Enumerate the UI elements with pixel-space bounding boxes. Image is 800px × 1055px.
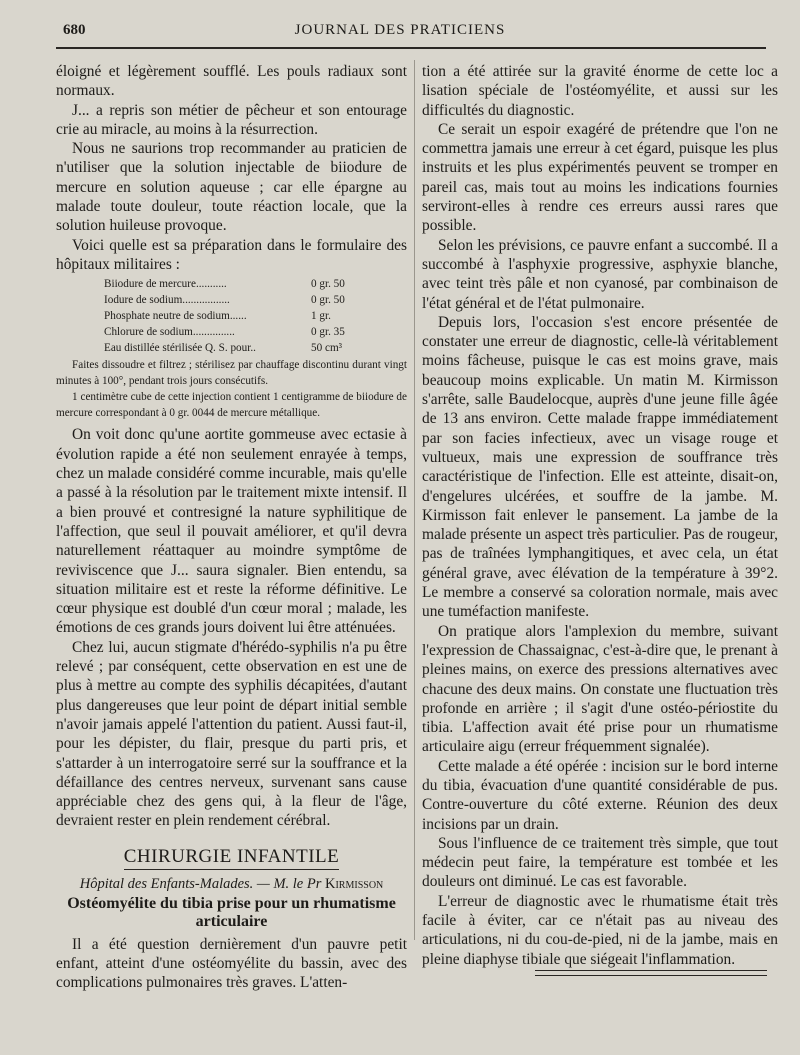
professor-name: Kirmisson xyxy=(325,875,384,892)
paragraph: Sous l'influence de ce traitement très simple, que tout médecin peut faire, la température est tombée et les douleurs ont diminué. Le cas est favorable. xyxy=(422,834,778,891)
ingredient-name: Iodure de sodium................. xyxy=(104,294,230,307)
formula-row xyxy=(104,292,407,308)
right-column xyxy=(422,62,778,969)
formula-note: 1 centimètre cube de cette injection contient 1 centigramme de biiodure de mercure correspondant à 0 gr. 0044 de mercure métallique. xyxy=(56,390,407,419)
left-column xyxy=(56,62,407,993)
formula-row xyxy=(104,308,407,324)
ingredient-name: Eau distillée stérilisée Q. S. pour.. xyxy=(104,342,256,355)
formula-row xyxy=(104,276,407,292)
hospital-text: Hôpital des Enfants-Malades. — M. le Pr xyxy=(79,875,322,892)
paragraph: On pratique alors l'amplexion du membre, suivant l'expression de Chassaignac, c'est-à-dire que, le prenant à pleines mains, on exerce des pressions alternatives avec chacune des deux mains. On constate une fluctuation très profonde en arrière ; il s'agit d'une ostéo-périostite du tibia. L'affection avait été prise pour un rhumatisme articulaire aigu (erreur fréquemment signalée). xyxy=(422,622,778,756)
ingredient-quantity: 0 gr. 50 xyxy=(311,278,345,291)
paragraph: Depuis lors, l'occasion s'est encore présentée de constater une erreur de diagnostic, celle-là véritablement moins fâcheuse, puisque le cas est moins grave, mais beaucoup moins explicable. Un matin M. Kirmisson s'arrête, salle Baudelocque, auprès d'une jeune fille âgée de 13 ans environ. Cette malade frappe immédiatement par son facies infectieux, avec un visage rouge et vultueux, mais une expression de souffrance très caractéristique de l'infection. Elle est atteinte, disait-on, d'engelures ulcérées, et souffre de la jambe. M. Kirmisson fait enlever le pansement. La jambe de la malade présente un aspect très particulier. Pas de rougeur, pas de traînées lymphangitiques, et avec cela, un état général grave, avec élévation de la température à 39°2. Le membre a conservé sa coloration normale, mais avec une tuméfaction manifeste. xyxy=(422,313,778,621)
running-title: JOURNAL DES PRATICIENS xyxy=(294,22,506,38)
article-end-rule xyxy=(535,970,767,976)
paragraph: On voit donc qu'une aortite gommeuse avec ectasie à évolution rapide a été non seulement enrayée à temps, chez un malade considéré comme incurable, mais qu'elle a passé à la résolution par le traitement mixte intensif. Il a bien prouvé et contresigné la nature syphilitique de l'affection, que seul il pouvait améliorer, et qu'il devra naturellement réattaquer au moindre symptôme de reviviscence que J... saura signaler. Bien entendu, sa situation militaire est et reste la réforme définitive. Le cœur physique est doublé d'un cœur moral ; malade, les émotions de ces grands jours doivent lui être atténuées. xyxy=(56,426,407,637)
ingredient-quantity: 1 gr. xyxy=(311,310,331,323)
ingredient-quantity: 0 gr. 35 xyxy=(311,326,345,339)
page-header xyxy=(0,22,800,44)
ingredient-name: Biiodure de mercure........... xyxy=(104,278,227,291)
column-divider xyxy=(414,60,415,940)
page-number: 680 xyxy=(63,22,86,38)
paragraph: Il a été question dernièrement d'un pauvre petit enfant, atteint d'une ostéomyélite du bassin, avec des complications pulmonaires très graves. L'atten- xyxy=(56,935,407,992)
ingredient-quantity: 0 gr. 50 xyxy=(311,294,345,307)
paragraph: Cette malade a été opérée : incision sur le bord interne du tibia, évacuation d'une quantité considérable de pus. Contre-ouverture du côté externe. Réunion des deux incisions par un drain. xyxy=(422,757,778,833)
ingredient-name: Chlorure de sodium............... xyxy=(104,326,235,339)
paragraph: Nous ne saurions trop recommander au praticien de n'utiliser que la solution injectable de biiodure de mercure en solution aqueuse ; car elle épargne au malade toute douleur, toute réaction locale, que la solution huileuse provoque. xyxy=(56,140,407,235)
paragraph: Chez lui, aucun stigmate d'hérédo-syphilis n'a pu être relevé ; par conséquent, cette observation en est une de plus à mettre au compte des syphilis décapitées, d'autant plus dangereuses que leur point de départ initial semble n'avoir jamais appelé l'attention du patient. Aussi faut-il, pour les dépister, du flair, presque du parti pris, et s'attarder à un interrogatoire serré sur la souffrance et la défaillance des centres nerveux, survenant sans cause appréciable chez des gens qui, à la fleur de l'âge, devraient rester en plein rendement cérébral. xyxy=(56,638,407,830)
paragraph: L'erreur de diagnostic avec le rhumatisme était très facile à éviter, car ce n'était pas au niveau des articulations, ni du cou-de-pied, ni de la jambe, mais en pleine diaphyse tibiale que siégeait l'inflammation. xyxy=(422,892,778,968)
paragraph: J... a repris son métier de pêcheur et son entourage crie au miracle, au moins à la résurrection. xyxy=(56,101,407,138)
section-title xyxy=(56,845,407,869)
formula-row xyxy=(104,340,407,356)
ingredient-name: Phosphate neutre de sodium...... xyxy=(104,310,247,323)
paragraph: Selon les prévisions, ce pauvre enfant a succombé. Il a succombé à l'asphyxie progressive, asphyxie blanche, avec teint très pâle et non cyanosé, par combinaison de l'état général et de l'état pulmonaire. xyxy=(422,236,778,312)
ingredient-quantity: 50 cm³ xyxy=(311,342,343,355)
paragraph: tion a été attirée sur la gravité énorme de cette loc a lisation spéciale de l'ostéomyélite, et aussi sur les difficultés du diagnostic. xyxy=(422,63,778,119)
paragraph: Ce serait un espoir exagéré de prétendre que l'on ne commettra jamais une erreur à cet égard, puisque les plus instruits et les plus expérimentés peuvent se tromper en pareil cas, mais tout au moins les indications fournies serviront-elles à rendre ces erreurs aussi rares que possible. xyxy=(422,120,778,235)
header-rule xyxy=(56,47,766,49)
formula-row xyxy=(104,324,407,340)
paragraph: éloigné et légèrement soufflé. Les pouls radiaux sont normaux. xyxy=(56,63,407,100)
section-title-text: CHIRURGIE INFANTILE xyxy=(124,846,340,870)
formula-list xyxy=(104,276,407,356)
article-title: Ostéomyélite du tibia prise pour un rhumatisme articulaire xyxy=(67,894,396,930)
hospital-line xyxy=(56,875,407,893)
paragraph: Voici quelle est sa préparation dans le formulaire des hôpitaux militaires : xyxy=(56,236,407,273)
formula-note: Faites dissoudre et filtrez ; stérilisez par chauffage discontinu durant vingt minutes à 100°, pendant trois jours consécutifs. xyxy=(56,359,407,388)
